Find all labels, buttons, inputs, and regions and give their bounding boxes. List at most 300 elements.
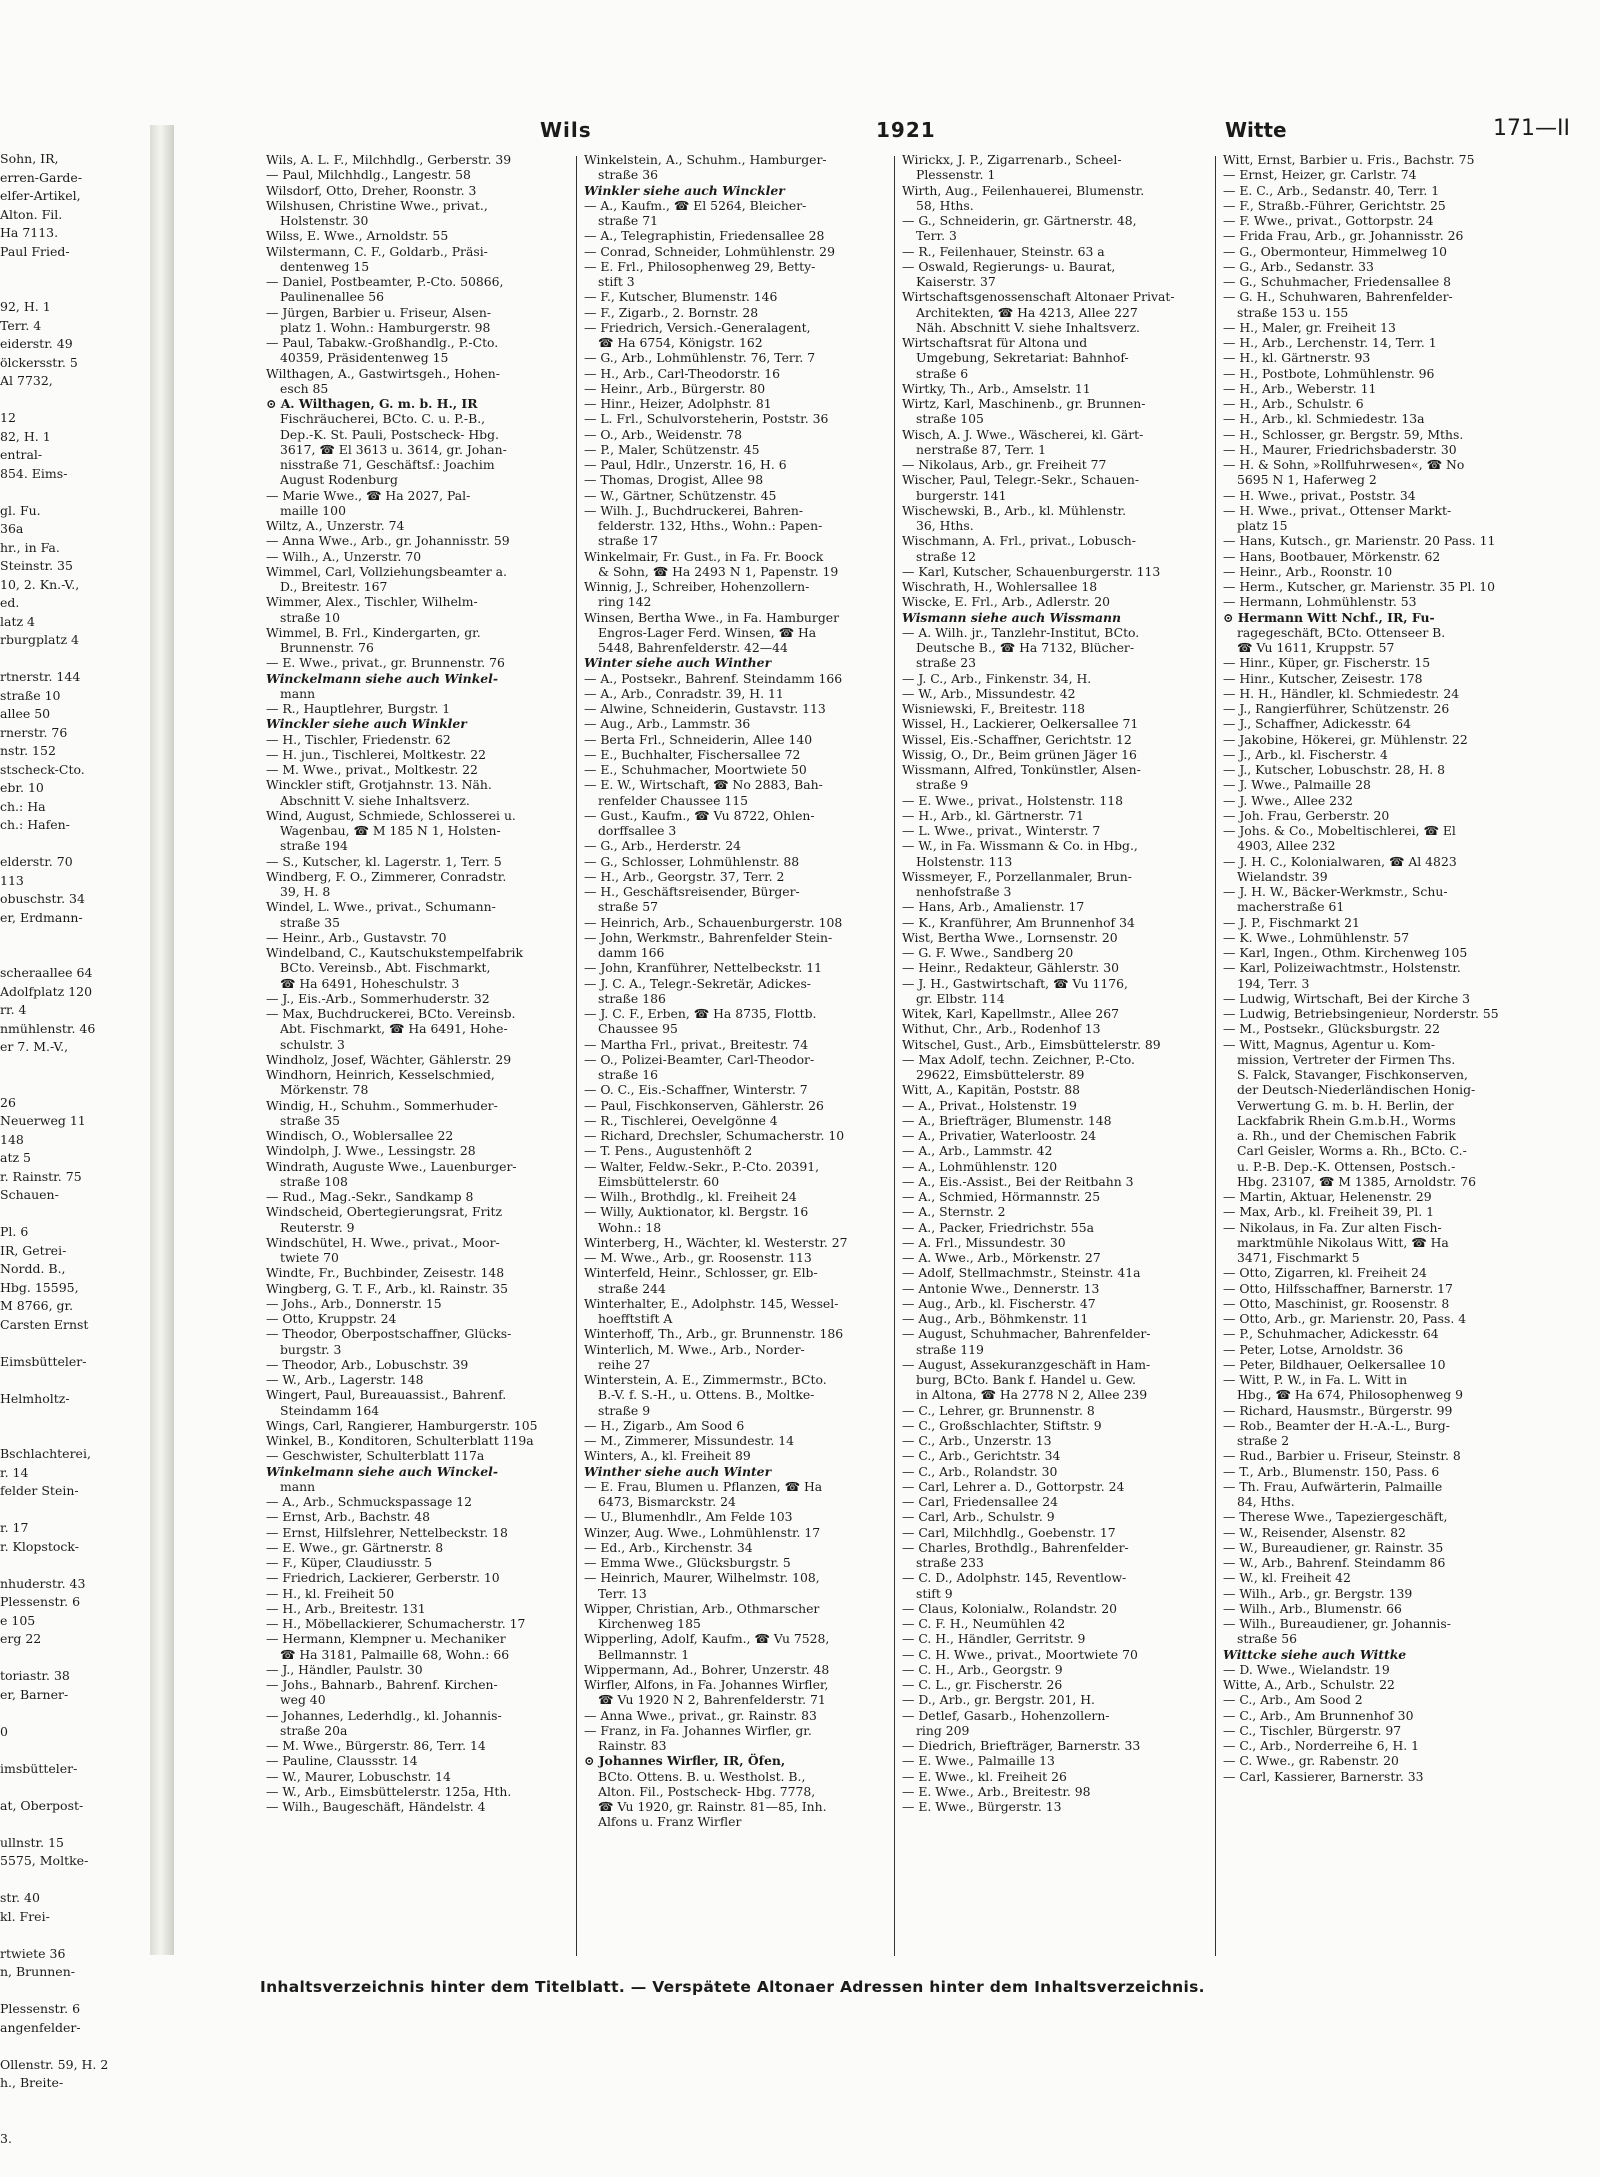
directory-entry-line: Wippermann, Ad., Bohrer, Unzerstr. 48 — [584, 1661, 830, 1677]
directory-entry-line: — M. Wwe., Arb., gr. Roosenstr. 113 — [584, 1250, 812, 1265]
column-4 — [1223, 152, 1559, 1967]
directory-entry-line: Abschnitt V. siehe Inhaltsverz. — [280, 792, 470, 808]
fragment-line: Alton. Fil. — [0, 206, 63, 222]
fragment-line: 92, H. 1 — [0, 299, 51, 314]
directory-entry-line: — R., Tischlerei, Oevelgönne 4 — [584, 1112, 778, 1128]
directory-entry-line: 58, Hths. — [916, 197, 974, 213]
directory-entry-line: — Jürgen, Barbier u. Friseur, Alsen- — [266, 304, 492, 320]
fragment-line — [0, 1075, 140, 1094]
directory-entry-line: Wilstermann, C. F., Goldarb., Präsi- — [266, 243, 488, 259]
directory-entry-line: Witschel, Gust., Arb., Eimsbüttelerstr. 89 — [902, 1036, 1161, 1052]
directory-entry-line: marktmühle Nikolaus Witt, ☎ Ha — [1237, 1234, 1449, 1250]
directory-entry-line: Alton. Fil., Postscheck- Hbg. 7778, — [598, 1783, 816, 1799]
directory-entry-line: — Diedrich, Briefträger, Barnerstr. 33 — [902, 1738, 1141, 1753]
directory-entry-line: — A., Arb., Schmuckspassage 12 — [266, 1494, 473, 1509]
fragment-line: felder Stein- — [0, 1483, 79, 1498]
directory-entry-line: — Ernst, Heizer, gr. Carlstr. 74 — [1223, 167, 1417, 183]
directory-entry-line: — Wilh., Arb., gr. Bergstr. 139 — [1223, 1585, 1413, 1601]
directory-entry-line: ☎ Vu 1611, Kruppstr. 57 — [1237, 640, 1395, 655]
directory-entry-line: — Emma Wwe., Glücksburgstr. 5 — [584, 1555, 791, 1570]
directory-entry-line: — R., Feilenhauer, Steinstr. 63 a — [902, 243, 1105, 259]
directory-entry-line: straße 105 — [916, 411, 984, 427]
directory-entry-line: straße 23 — [916, 655, 976, 671]
fragment-line: Paul Fried- — [0, 243, 70, 259]
fragment-line: 5575, Moltke- — [0, 1853, 89, 1868]
directory-entry-line: Winther siehe auch Winter — [584, 1463, 772, 1479]
directory-entry-line: Steindamm 164 — [280, 1402, 380, 1418]
directory-entry-line: — J., Arb., kl. Fischerstr. 4 — [1223, 746, 1388, 762]
directory-entry-line: — H., Geschäftsreisender, Bürger- — [584, 884, 800, 899]
fragment-line: r. 17 — [0, 1520, 29, 1535]
page-footer-note: Inhaltsverzeichnis hinter dem Titelblatt. — Verspätete Altonaer Adressen hinter dem Inhaltsverzeichnis. — [260, 1978, 1205, 1996]
directory-entry-line: straße 35 — [280, 1112, 340, 1128]
fragment-line — [0, 1649, 140, 1668]
directory-entry-line: — Max, Arb., kl. Freiheit 39, Pl. 1 — [1223, 1204, 1434, 1220]
directory-entry-line: ring 209 — [916, 1722, 970, 1738]
directory-entry-line: straße 108 — [280, 1173, 348, 1189]
directory-entry-line: Winnig, J., Schreiber, Hohenzollern- — [584, 579, 810, 594]
directory-entry-line: — F., Küper, Claudiusstr. 5 — [266, 1555, 433, 1570]
directory-entry-line: Wilthagen, A., Gastwirtsgeh., Hohen- — [266, 365, 500, 381]
directory-entry-line: — C., Arb., Rolandstr. 30 — [902, 1463, 1058, 1479]
fragment-line: er 7. M.-V., — [0, 1039, 69, 1054]
directory-entry-line: esch 85 — [280, 380, 329, 396]
directory-entry-line: — E. Wwe., Palmaille 13 — [902, 1753, 1055, 1769]
fragment-line: e 105 — [0, 1612, 36, 1628]
fragment-line — [0, 261, 140, 280]
directory-entry-line: Verwertung G. m. b. H. Berlin, der — [1237, 1097, 1454, 1113]
fragment-line: 3. — [0, 2130, 12, 2146]
directory-entry-line: — F., Kutscher, Blumenstr. 146 — [584, 289, 778, 305]
directory-entry-line: — Karl, Kutscher, Schauenburgerstr. 113 — [902, 563, 1161, 579]
directory-entry-line: — Ed., Arb., Kirchenstr. 34 — [584, 1539, 753, 1555]
directory-entry-line: in Altona, ☎ Ha 2778 N 2, Allee 239 — [916, 1387, 1148, 1403]
directory-entry-line: Winkler siehe auch Winckler — [584, 182, 785, 198]
directory-entry-line: — Hans, Bootbauer, Mörkenstr. 62 — [1223, 548, 1441, 564]
directory-entry-line: — F., Straßb.-Führer, Gerichtstr. 25 — [1223, 197, 1446, 213]
directory-entry-line: — Ludwig, Betriebsingenieur, Norderstr. 55 — [1223, 1006, 1499, 1021]
directory-entry-line: Terr. 3 — [916, 228, 957, 244]
fragment-line: ullnstr. 15 — [0, 1834, 64, 1850]
directory-entry-line: Wipper, Christian, Arb., Othmarscher — [584, 1600, 820, 1616]
directory-entry-line: ☎ Vu 1920 N 2, Bahrenfelderstr. 71 — [598, 1692, 826, 1708]
directory-entry-line: — Aug., Arb., Böhmkenstr. 11 — [902, 1311, 1089, 1326]
directory-entry-line: ⊙ Johannes Wirfler, IR, Öfen, — [584, 1753, 786, 1769]
directory-entry-line: — O. C., Eis.-Schaffner, Winterstr. 7 — [584, 1082, 808, 1098]
directory-entry-line: — John, Werkmstr., Bahrenfelder Stein- — [584, 929, 833, 945]
directory-entry-line: — Hans, Arb., Amalienstr. 17 — [902, 899, 1085, 915]
directory-entry-line: — Thomas, Drogist, Allee 98 — [584, 472, 764, 488]
directory-entry-line: — H., Schlosser, gr. Bergstr. 59, Mths. — [1223, 426, 1464, 442]
fragment-line: Plessenstr. 6 — [0, 2001, 81, 2016]
directory-entry-line: — J., Händler, Paulstr. 30 — [266, 1661, 423, 1677]
directory-entry-line: — A., Privatier, Waterloostr. 24 — [902, 1128, 1097, 1143]
directory-entry-line: — C. Wwe., gr. Rabenstr. 20 — [1223, 1753, 1399, 1769]
directory-entry-line: Dep.-K. St. Pauli, Postscheck- Hbg. — [280, 426, 499, 442]
fragment-line: 113 — [0, 872, 24, 888]
fragment-line: str. 40 — [0, 1890, 40, 1905]
directory-entry-line: — W., Arb., Eimsbüttelerstr. 125a, Hth. — [266, 1783, 512, 1799]
directory-entry-line: Lackfabrik Rhein G.m.b.H., Worms — [1237, 1112, 1456, 1128]
directory-entry-line: Wirtky, Th., Arb., Amselstr. 11 — [902, 380, 1091, 396]
directory-entry-line: maille 100 — [280, 502, 346, 518]
fragment-line: rtnerstr. 144 — [0, 669, 81, 684]
fragment-line — [0, 483, 140, 502]
directory-entry-line: — E. Wwe., privat., gr. Brunnenstr. 76 — [266, 655, 505, 671]
directory-entry-line: — H., Möbellackierer, Schumacherstr. 17 — [266, 1616, 526, 1631]
directory-entry-line: — G., Schlosser, Lohmühlenstr. 88 — [584, 853, 800, 869]
directory-entry-line: — H., Arb., Carl-Theodorstr. 16 — [584, 365, 780, 381]
directory-entry-line: ring 142 — [598, 594, 652, 610]
fragment-line: ölckersstr. 5 — [0, 354, 78, 370]
fragment-line: r. 14 — [0, 1464, 29, 1480]
directory-entry-line: — Karl, Polizeiwachtmstr., Holstenstr. — [1223, 960, 1461, 976]
directory-entry-line: Wissmeyer, F., Porzellanmaler, Brun- — [902, 868, 1132, 884]
directory-entry-line: — A., Privat., Holstenstr. 19 — [902, 1097, 1077, 1113]
directory-entry-line: Wilsdorf, Otto, Dreher, Roonstr. 3 — [266, 182, 477, 198]
entry-columns — [180, 152, 1570, 1967]
directory-entry-line: — A., Sternstr. 2 — [902, 1204, 1006, 1220]
directory-entry-line: — C., Arb., Am Brunnenhof 30 — [1223, 1707, 1414, 1723]
directory-entry-line: — C. D., Adolphstr. 145, Reventlow- — [902, 1570, 1127, 1586]
directory-entry-line: Wingberg, G. T. F., Arb., kl. Rainstr. 35 — [266, 1280, 508, 1296]
directory-entry-line: Witte, A., Arb., Schulstr. 22 — [1223, 1677, 1395, 1692]
directory-entry-line: — E., Schuhmacher, Moortwiete 50 — [584, 762, 807, 777]
directory-entry-line: — C. H., Arb., Georgstr. 9 — [902, 1661, 1063, 1677]
directory-entry-line: — Heinr., Arb., Gustavstr. 70 — [266, 929, 447, 945]
directory-entry-line: Wipperling, Adolf, Kaufm., ☎ Vu 7528, — [584, 1631, 830, 1647]
directory-entry-line: — C. H. Wwe., privat., Moortwiete 70 — [902, 1646, 1138, 1662]
directory-entry-line: — J., Kutscher, Lobuschstr. 28, H. 8 — [1223, 762, 1446, 777]
directory-entry-line: — Aug., Arb., Lammstr. 36 — [584, 716, 751, 732]
directory-entry-line: — Berta Frl., Schneiderin, Allee 140 — [584, 731, 813, 747]
directory-entry-line: — Aug., Arb., kl. Fischerstr. 47 — [902, 1295, 1096, 1311]
directory-entry-line: — H., Arb., Georgstr. 37, Terr. 2 — [584, 868, 785, 884]
book-spine — [150, 125, 174, 1955]
fragment-line — [0, 2037, 140, 2056]
directory-entry-line: — Karl, Ingen., Othm. Kirchenweg 105 — [1223, 945, 1468, 960]
directory-entry-line: Winkelmair, Fr. Gust., in Fa. Fr. Boock — [584, 548, 824, 564]
directory-entry-line: Wischmann, A. Frl., privat., Lobusch- — [902, 533, 1136, 549]
fragment-line: toriastr. 38 — [0, 1668, 70, 1683]
directory-entry-line: straße 10 — [280, 609, 340, 625]
directory-entry-line: — Hans, Kutsch., gr. Marienstr. 20 Pass. 11 — [1223, 533, 1496, 549]
fragment-line: nstr. 152 — [0, 743, 56, 758]
directory-entry-line: Wimmer, Alex., Tischler, Wilhelm- — [266, 594, 478, 610]
directory-entry-line: August Rodenburg — [280, 472, 398, 488]
directory-entry-line: macherstraße 61 — [1237, 899, 1345, 915]
directory-entry-line: 36, Hths. — [916, 518, 974, 533]
directory-entry-line: — Nikolaus, Arb., gr. Freiheit 77 — [902, 457, 1107, 472]
fragment-line — [0, 1205, 140, 1224]
directory-entry-line: Winkelmann siehe auch Winckel- — [266, 1463, 499, 1479]
directory-entry-line: — J. H. C., Kolonialwaren, ☎ Al 4823 — [1223, 853, 1457, 869]
fragment-line: angenfelder- — [0, 2019, 81, 2035]
directory-entry-line: Hbg. 23107, ☎ M 1385, Arnoldstr. 76 — [1237, 1173, 1476, 1189]
directory-entry-line: Windberg, F. O., Zimmerer, Conradstr. — [266, 868, 507, 884]
directory-entry-line: straße 186 — [598, 990, 666, 1006]
directory-entry-line: — J. C. A., Telegr.-Sekretär, Adickes- — [584, 975, 811, 991]
fragment-line: rtwiete 36 — [0, 1945, 66, 1961]
directory-entry-line: Hbg., ☎ Ha 674, Philosophenweg 9 — [1237, 1387, 1463, 1403]
directory-entry-line: — O., Polizei-Beamter, Carl-Theodor- — [584, 1051, 815, 1067]
directory-entry-line: — Richard, Hausmstr., Bürgerstr. 99 — [1223, 1402, 1453, 1418]
directory-entry-line: — Max, Buchdruckerei, BCto. Vereinsb. — [266, 1006, 516, 1021]
directory-entry-line: — Friedrich, Versich.-Generalagent, — [584, 319, 811, 335]
directory-entry-line: ⊙ Hermann Witt Nchf., IR, Fu- — [1223, 609, 1435, 625]
directory-entry-line: Wittcke siehe auch Wittke — [1223, 1646, 1407, 1662]
directory-entry-line: Wiscke, E. Frl., Arb., Adlerstr. 20 — [902, 594, 1110, 610]
fragment-line: erren-Garde- — [0, 169, 83, 185]
directory-entry-line: — Hermann, Lohmühlenstr. 53 — [1223, 594, 1417, 610]
directory-entry-line: — Heinrich, Arb., Schauenburgerstr. 108 — [584, 914, 843, 930]
fragment-line: Adolfplatz 120 — [0, 983, 93, 999]
directory-entry-line: — D. Wwe., Wielandstr. 19 — [1223, 1661, 1390, 1677]
directory-entry-line: — Peter, Bildhauer, Oelkersallee 10 — [1223, 1356, 1446, 1372]
directory-entry-line: hoefftstift A — [598, 1311, 673, 1326]
fragment-line — [0, 1778, 140, 1797]
directory-entry-line: — J. P., Fischmarkt 21 — [1223, 914, 1360, 930]
directory-entry-line: straße 17 — [598, 533, 658, 549]
left-page-fragment — [0, 150, 140, 2146]
directory-entry-line: straße 6 — [916, 365, 969, 381]
directory-entry-line: — A. Wilh. jr., Tanzlehr-Institut, BCto. — [902, 624, 1140, 640]
directory-entry-line: burgstr. 3 — [280, 1341, 342, 1357]
directory-entry-line: — Ernst, Hilfslehrer, Nettelbeckstr. 18 — [266, 1524, 508, 1540]
fragment-line — [0, 1501, 140, 1520]
directory-entry-line: — Martha Frl., privat., Breitestr. 74 — [584, 1036, 809, 1052]
directory-entry-line: — A., Postsekr., Bahrenf. Steindamm 166 — [584, 670, 843, 686]
directory-entry-line: — Johs. & Co., Mobeltischlerei, ☎ El — [1223, 823, 1456, 838]
fragment-line: r. Klopstock- — [0, 1538, 79, 1554]
directory-entry-line: — H., Postbote, Lohmühlenstr. 96 — [1223, 365, 1435, 381]
directory-entry-line: — Paul, Hdlr., Unzerstr. 16, H. 6 — [584, 457, 787, 472]
directory-entry-line: Rainstr. 83 — [598, 1738, 667, 1753]
directory-entry-line: Wissig, O., Dr., Beim grünen Jäger 16 — [902, 746, 1137, 762]
directory-entry-line: — C. L., gr. Fischerstr. 26 — [902, 1677, 1063, 1692]
header-first-entry: Wils — [540, 118, 592, 142]
directory-entry-line: Winterfeld, Heinr., Schlosser, gr. Elb- — [584, 1265, 818, 1281]
column-2 — [584, 152, 920, 1967]
directory-entry-line: — Wilh., Bureaudiener, gr. Johannis- — [1223, 1616, 1451, 1631]
directory-entry-line: — Heinr., Redakteur, Gählerstr. 30 — [902, 960, 1120, 976]
directory-entry-line: Plessenstr. 1 — [916, 167, 996, 183]
directory-entry-line: — Carl, Arb., Schulstr. 9 — [902, 1509, 1055, 1525]
fragment-line: obuschstr. 34 — [0, 891, 85, 906]
directory-entry-line: straße 56 — [1237, 1631, 1297, 1647]
directory-entry-line: — H. Wwe., privat., Poststr. 34 — [1223, 487, 1416, 503]
fragment-line: 0 — [0, 1723, 8, 1739]
column-1 — [266, 152, 602, 1967]
directory-entry-line: Mörkenstr. 78 — [280, 1082, 369, 1098]
directory-entry-line: — G. F. Wwe., Sandberg 20 — [902, 945, 1074, 960]
directory-entry-line: — H., Maurer, Friedrichsbaderstr. 30 — [1223, 441, 1457, 457]
directory-page — [180, 110, 1570, 2010]
fragment-line: r. Rainstr. 75 — [0, 1168, 82, 1184]
directory-entry-line: — August, Assekuranzgeschäft in Ham- — [902, 1356, 1151, 1372]
directory-entry-line: — Alwine, Schneiderin, Gustavstr. 113 — [584, 701, 826, 716]
directory-entry-line: — T. Pens., Augustenhöft 2 — [584, 1143, 753, 1159]
directory-entry-line: — Herm., Kutscher, gr. Marienstr. 35 Pl. 10 — [1223, 579, 1496, 594]
fragment-line: Eimsbütteler- — [0, 1353, 87, 1369]
directory-entry-line: Winters, A., kl. Freiheit 89 — [584, 1448, 751, 1464]
directory-entry-line: — Theodor, Oberpostschaffner, Glücks- — [266, 1326, 512, 1342]
directory-entry-line: — H., Arb., Weberstr. 11 — [1223, 380, 1377, 396]
directory-entry-line: 3617, ☎ El 3613 u. 3614, gr. Johan- — [280, 441, 507, 457]
header-year: 1921 — [876, 118, 936, 142]
directory-entry-line: — W., Reisender, Alsenstr. 82 — [1223, 1524, 1406, 1540]
directory-entry-line: 194, Terr. 3 — [1237, 975, 1310, 991]
directory-entry-line: — H., Maler, gr. Freiheit 13 — [1223, 319, 1396, 335]
directory-entry-line: — G., Arb., Lohmühlenstr. 76, Terr. 7 — [584, 350, 816, 366]
directory-entry-line: — C. H., Händler, Gerritstr. 9 — [902, 1631, 1086, 1647]
directory-entry-line: — Wilh., Arb., Blumenstr. 66 — [1223, 1600, 1402, 1616]
directory-entry-line: — E. Wwe., kl. Freiheit 26 — [902, 1768, 1067, 1784]
directory-entry-line: gr. Elbstr. 114 — [916, 990, 1005, 1006]
directory-entry-line: BCto. Vereinsb., Abt. Fischmarkt, — [280, 960, 491, 976]
fragment-line: nmühlenstr. 46 — [0, 1020, 96, 1036]
directory-entry-line: — Johs., Arb., Donnerstr. 15 — [266, 1295, 442, 1311]
fragment-line: Carsten Ernst — [0, 1316, 89, 1332]
directory-entry-line: — Geschwister, Schulterblatt 117a — [266, 1448, 485, 1464]
fragment-line: Bschlachterei, — [0, 1446, 91, 1461]
directory-entry-line: — J., Eis.-Arb., Sommerhuderstr. 32 — [266, 990, 490, 1006]
fragment-line — [0, 650, 140, 669]
directory-entry-line: Winterhoff, Th., Arb., gr. Brunnenstr. 186 — [584, 1326, 844, 1342]
column-3 — [902, 152, 1238, 1967]
directory-entry-line: — P., Schuhmacher, Adickesstr. 64 — [1223, 1326, 1439, 1342]
directory-entry-line: — E. Wwe., privat., Holstenstr. 118 — [902, 792, 1124, 808]
directory-entry-line: — J. Wwe., Palmaille 28 — [1223, 777, 1371, 793]
directory-entry-line: — A., Packer, Friedrichstr. 55a — [902, 1219, 1094, 1235]
fragment-line: elfer-Artikel, — [0, 188, 81, 203]
fragment-line — [0, 2093, 140, 2112]
directory-entry-line: Wirickx, J. P., Zigarrenarb., Scheel- — [902, 152, 1122, 167]
directory-entry-line: — Johannes, Lederhdlg., kl. Johannis- — [266, 1707, 502, 1723]
directory-entry-line: stift 9 — [916, 1585, 953, 1601]
directory-entry-line: Windscheid, Obertegierungsrat, Fritz — [266, 1204, 502, 1220]
directory-entry-line: Näh. Abschnitt V. siehe Inhaltsverz. — [916, 319, 1140, 335]
directory-entry-line: — C., Arb., Norderreihe 6, H. 1 — [1223, 1738, 1420, 1753]
fragment-line: imsbütteler- — [0, 1760, 78, 1776]
fragment-line: Ollenstr. 59, H. 2 — [0, 2056, 109, 2072]
directory-entry-line: — Theodor, Arb., Lobuschstr. 39 — [266, 1356, 469, 1372]
fragment-line: M 8766, gr. — [0, 1298, 74, 1313]
directory-entry-line: der Deutsch-Niederländischen Honig- — [1237, 1082, 1476, 1098]
fragment-line — [0, 2111, 140, 2130]
directory-entry-line: straße 36 — [598, 167, 658, 183]
directory-entry-line: — G., Obermonteur, Himmelweg 10 — [1223, 243, 1448, 259]
directory-entry-line: Wirfler, Alfons, in Fa. Johannes Wirfler, — [584, 1677, 829, 1692]
directory-entry-line: — Hinr., Kutscher, Zeisestr. 178 — [1223, 670, 1423, 686]
directory-entry-line: — Therese Wwe., Tapeziergeschäft, — [1223, 1509, 1448, 1525]
directory-entry-line: — E. Frl., Philosophenweg 29, Betty- — [584, 258, 816, 274]
directory-entry-line: ☎ Vu 1920, gr. Rainstr. 81—85, Inh. — [598, 1799, 827, 1814]
fragment-line — [0, 1427, 140, 1446]
directory-entry-line: a. Rh., und der Chemischen Fabrik — [1237, 1128, 1456, 1143]
directory-entry-line: Engros-Lager Ferd. Winsen, ☎ Ha — [598, 624, 817, 640]
directory-entry-line: — M., Zimmerer, Missundestr. 14 — [584, 1433, 795, 1448]
directory-entry-line: — Anna Wwe., privat., gr. Rainstr. 83 — [584, 1707, 817, 1723]
directory-entry-line: straße 194 — [280, 838, 348, 854]
directory-entry-line: — L. Wwe., privat., Winterstr. 7 — [902, 823, 1101, 838]
directory-entry-line: — T., Arb., Blumenstr. 150, Pass. 6 — [1223, 1463, 1440, 1479]
directory-entry-line: ☎ Ha 6754, Königstr. 162 — [598, 335, 763, 350]
directory-entry-line: platz 1. Wohn.: Hamburgerstr. 98 — [280, 319, 491, 335]
directory-entry-line: straße 2 — [1237, 1433, 1290, 1448]
directory-entry-line: — E. Wwe., Bürgerstr. 13 — [902, 1799, 1062, 1814]
fragment-line: h., Breite- — [0, 2075, 64, 2090]
directory-entry-line: — Joh. Frau, Gerberstr. 20 — [1223, 807, 1390, 823]
directory-entry-line: — J. H., Gastwirtschaft, ☎ Vu 1176, — [902, 975, 1128, 991]
directory-entry-line: Fischräucherei, BCto. C. u. P.-B., — [280, 411, 486, 427]
directory-entry-line: — Adolf, Stellmachmstr., Steinstr. 41a — [902, 1265, 1141, 1281]
fragment-line — [0, 1408, 140, 1427]
directory-entry-line: — Otto, Maschinist, gr. Roosenstr. 8 — [1223, 1295, 1450, 1311]
directory-entry-line: — August, Schuhmacher, Bahrenfelder- — [902, 1326, 1151, 1342]
directory-entry-line: — C., Lehrer, gr. Brunnenstr. 8 — [902, 1402, 1095, 1418]
directory-entry-line: Architekten, ☎ Ha 4213, Allee 227 — [916, 304, 1138, 320]
fragment-line: entral- — [0, 447, 43, 462]
directory-entry-line: — Paul, Fischkonserven, Gählerstr. 26 — [584, 1097, 824, 1113]
directory-entry-line: — G., Schuhmacher, Friedensallee 8 — [1223, 274, 1452, 289]
directory-entry-line: — H., Arb., kl. Gärtnerstr. 71 — [902, 807, 1084, 823]
directory-entry-line: Wissel, Eis.-Schaffner, Gerichtstr. 12 — [902, 731, 1132, 747]
directory-entry-line: — U., Blumenhdlr., Am Felde 103 — [584, 1509, 793, 1525]
directory-entry-line: — J. C. F., Erben, ☎ Ha 8735, Flottb. — [584, 1006, 817, 1021]
page-header — [180, 110, 1570, 150]
fragment-line: elderstr. 70 — [0, 854, 73, 869]
directory-entry-line: S. Falck, Stavanger, Fischkonserven, — [1237, 1067, 1468, 1082]
directory-entry-line: — J. H. W., Bäcker-Werkmstr., Schu- — [1223, 884, 1448, 899]
fragment-line: ebr. 10 — [0, 780, 44, 795]
fragment-line: Plessenstr. 6 — [0, 1594, 81, 1609]
fragment-line: ed. — [0, 595, 20, 610]
directory-entry-line: — Otto, Zigarren, kl. Freiheit 24 — [1223, 1265, 1427, 1281]
directory-entry-line: platz 15 — [1237, 518, 1288, 533]
directory-entry-line: — Heinrich, Maurer, Wilhelmstr. 108, — [584, 1570, 820, 1586]
directory-entry-line: — Witt, P. W., in Fa. L. Witt in — [1223, 1372, 1408, 1387]
directory-entry-line: straße 71 — [598, 213, 658, 228]
directory-entry-line: Wingert, Paul, Bureauassist., Bahrenf. — [266, 1387, 507, 1403]
directory-entry-line: — H., Tischler, Friedenstr. 62 — [266, 731, 451, 747]
directory-entry-line: Umgebung, Sekretariat: Bahnhof- — [916, 350, 1129, 366]
directory-entry-line: 5695 N 1, Haferweg 2 — [1237, 472, 1377, 488]
directory-entry-line: Windte, Fr., Buchbinder, Zeisestr. 148 — [266, 1265, 505, 1281]
directory-entry-line: nisstraße 71, Geschäftsf.: Joachim — [280, 457, 495, 472]
directory-entry-line: — Claus, Kolonialw., Rolandstr. 20 — [902, 1600, 1118, 1616]
directory-entry-line: dentenweg 15 — [280, 258, 370, 274]
directory-entry-line: straße 233 — [916, 1555, 984, 1570]
directory-entry-line: Winter siehe auch Winther — [584, 655, 772, 671]
fragment-line: eiderstr. 49 — [0, 336, 73, 351]
directory-entry-line: — John, Kranführer, Nettelbeckstr. 11 — [584, 960, 823, 976]
directory-entry-line: — Conrad, Schneider, Lohmühlenstr. 29 — [584, 243, 835, 259]
directory-entry-line: Wings, Carl, Rangierer, Hamburgerstr. 105 — [266, 1417, 538, 1433]
directory-entry-line: Windolph, J. Wwe., Lessingstr. 28 — [266, 1143, 476, 1159]
fragment-line: stscheck-Cto. — [0, 761, 85, 777]
fragment-line — [0, 280, 140, 299]
directory-entry-line: Brunnenstr. 76 — [280, 640, 374, 655]
directory-entry-line: Windrath, Auguste Wwe., Lauenburger- — [266, 1158, 517, 1174]
directory-entry-line: Wissmann, Alfred, Tonkünstler, Alsen- — [902, 762, 1141, 777]
directory-entry-line: B.-V. f. S.-H., u. Ottens. B., Moltke- — [598, 1387, 815, 1403]
directory-entry-line: Holstenstr. 113 — [916, 853, 1013, 869]
directory-entry-line: Wischrath, H., Wohlersallee 18 — [902, 579, 1098, 594]
directory-entry-line: — P., Maler, Schützenstr. 45 — [584, 441, 760, 457]
directory-entry-line: — H., Arb., Schulstr. 6 — [1223, 396, 1364, 411]
fragment-line: rnerstr. 76 — [0, 724, 68, 740]
